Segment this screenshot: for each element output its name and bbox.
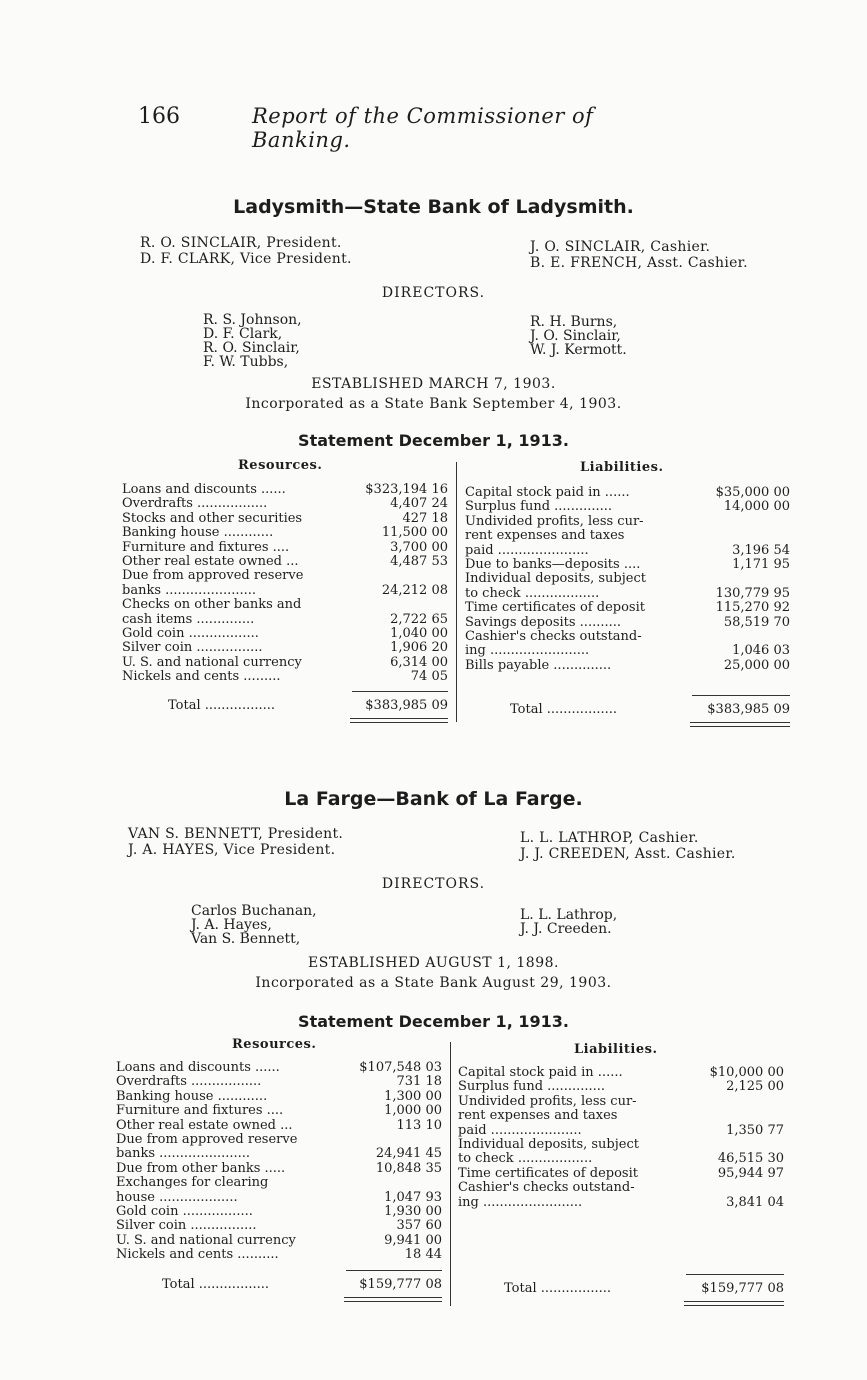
resource-row: Nickels and cents .......... 18 44 xyxy=(116,1247,442,1263)
liability-row: to check .................. 130,779 95 xyxy=(465,585,790,601)
liability-row: to check .................. 46,515 30 xyxy=(458,1151,784,1167)
liability-row: Savings deposits .......... 58,519 70 xyxy=(465,614,790,630)
resource-row: Other real estate owned ... 113 10 xyxy=(116,1117,442,1133)
resource-row: Stocks and other securities 427 18 xyxy=(122,510,448,526)
total-label: Total ................. xyxy=(510,702,618,717)
established-line: ESTABLISHED MARCH 7, 1903. xyxy=(311,376,556,392)
liability-row: Cashier's checks outstand- xyxy=(465,628,642,644)
resource-row: Overdrafts ................. 4,407 24 xyxy=(122,496,448,512)
total-double-rule xyxy=(690,722,790,727)
resources-heading: Resources. xyxy=(238,458,323,473)
resource-row: Furniture and fixtures .... 1,000 00 xyxy=(116,1103,442,1119)
resource-row: Due from other banks ..... 10,848 35 xyxy=(116,1160,442,1176)
established-line: ESTABLISHED AUGUST 1, 1898. xyxy=(308,955,559,971)
liability-row: Surplus fund .............. 14,000 00 xyxy=(465,499,790,515)
resource-row: cash items .............. 2,722 65 xyxy=(122,611,448,627)
directors-heading: DIRECTORS. xyxy=(381,285,486,301)
resource-row: house ................... 1,047 93 xyxy=(116,1189,442,1205)
total-amount: $383,985 09 xyxy=(365,698,448,713)
director: D. F. Clark, xyxy=(203,326,283,342)
director: R. H. Burns, xyxy=(530,314,618,330)
total-rule xyxy=(346,1270,442,1271)
bank-title: La Farge—Bank of La Farge. xyxy=(284,788,583,810)
liabilities-heading: Liabilities. xyxy=(574,1042,658,1057)
incorporated-line: Incorporated as a State Bank September 4, 1903. xyxy=(245,396,622,412)
officer-asst-cashier: J. J. CREEDEN, Asst. Cashier. xyxy=(520,846,736,862)
director: J. O. Sinclair, xyxy=(530,328,621,344)
liability-row: Undivided profits, less cur- xyxy=(458,1093,637,1109)
resource-row: Loans and discounts ...... $107,548 03 xyxy=(116,1060,442,1075)
liability-row: ing ........................ 1,046 03 xyxy=(465,643,790,659)
director: Carlos Buchanan, xyxy=(191,903,317,919)
statement-title: Statement December 1, 1913. xyxy=(298,431,569,450)
resource-row: Other real estate owned ... 4,487 53 xyxy=(122,553,448,569)
officer-asst-cashier: B. E. FRENCH, Asst. Cashier. xyxy=(530,255,748,271)
resource-row: Banking house ............ 11,500 00 xyxy=(122,525,448,541)
liability-row: paid ...................... 1,350 77 xyxy=(458,1122,784,1138)
total-double-rule xyxy=(684,1301,784,1306)
liability-row: Capital stock paid in ...... $35,000 00 xyxy=(465,485,790,500)
total-double-rule xyxy=(344,1297,442,1302)
liability-row: Surplus fund .............. 2,125 00 xyxy=(458,1079,784,1095)
column-divider xyxy=(456,462,457,722)
liability-row: Individual deposits, subject xyxy=(458,1136,639,1152)
column-divider xyxy=(450,1042,451,1306)
resource-row: banks ...................... 24,212 08 xyxy=(122,582,448,598)
resource-row: Silver coin ................ 1,906 20 xyxy=(122,640,448,656)
officer-cashier: L. L. LATHROP, Cashier. xyxy=(520,830,699,846)
director: R. S. Johnson, xyxy=(203,312,302,328)
liability-row: Capital stock paid in ...... $10,000 00 xyxy=(458,1065,784,1080)
total-rule xyxy=(692,695,790,696)
liabilities-heading: Liabilities. xyxy=(580,460,664,475)
director: F. W. Tubbs, xyxy=(203,354,289,370)
liability-row: rent expenses and taxes xyxy=(458,1108,618,1124)
resource-row: Banking house ............ 1,300 00 xyxy=(116,1088,442,1104)
liabilities-list xyxy=(458,1066,784,1210)
liability-row: ing ........................ 3,841 04 xyxy=(458,1194,784,1210)
director: W. J. Kermott. xyxy=(530,342,627,358)
liability-row: Time certificates of deposit 95,944 97 xyxy=(458,1165,784,1181)
liabilities-list xyxy=(465,486,790,673)
liability-row: Undivided profits, less cur- xyxy=(465,513,644,529)
resource-row: Checks on other banks and xyxy=(122,597,302,613)
resource-row: Gold coin ................. 1,930 00 xyxy=(116,1203,442,1219)
liability-row: rent expenses and taxes xyxy=(465,528,625,544)
resource-row: U. S. and national currency 6,314 00 xyxy=(122,654,448,670)
director: L. L. Lathrop, xyxy=(520,907,618,923)
resources-list xyxy=(116,1061,442,1262)
total-double-rule xyxy=(350,718,448,723)
resource-row: Silver coin ................ 357 60 xyxy=(116,1218,442,1234)
resource-row: Due from approved reserve xyxy=(122,568,304,584)
total-label: Total ................. xyxy=(162,1277,270,1292)
officer-vice-president: J. A. HAYES, Vice President. xyxy=(128,842,336,858)
liability-row: Time certificates of deposit 115,270 92 xyxy=(465,600,790,616)
page-header xyxy=(138,104,698,152)
director: J. J. Creeden. xyxy=(520,921,612,937)
total-amount: $159,777 08 xyxy=(701,1281,784,1296)
page-number: 166 xyxy=(138,104,180,129)
statement-title: Statement December 1, 1913. xyxy=(298,1012,569,1031)
liability-row: paid ...................... 3,196 54 xyxy=(465,542,790,558)
resource-row: Loans and discounts ...... $323,194 16 xyxy=(122,482,448,497)
resource-row: U. S. and national currency 9,941 00 xyxy=(116,1232,442,1248)
total-amount: $159,777 08 xyxy=(359,1277,442,1292)
total-label: Total ................. xyxy=(504,1281,612,1296)
directors-heading: DIRECTORS. xyxy=(381,876,486,892)
resource-row: Gold coin ................. 1,040 00 xyxy=(122,625,448,641)
resource-row: Due from approved reserve xyxy=(116,1131,298,1147)
director: R. O. Sinclair, xyxy=(203,340,300,356)
total-rule xyxy=(686,1274,784,1275)
total-rule xyxy=(352,691,448,692)
liability-row: Individual deposits, subject xyxy=(465,571,646,587)
resources-heading: Resources. xyxy=(232,1037,317,1052)
running-title: Report of the Commissioner of Banking. xyxy=(252,104,594,152)
total-amount: $383,985 09 xyxy=(707,702,790,717)
incorporated-line: Incorporated as a State Bank August 29, 1903. xyxy=(255,975,612,991)
resource-row: Furniture and fixtures .... 3,700 00 xyxy=(122,539,448,555)
director: Van S. Bennett, xyxy=(191,931,301,947)
officer-president: VAN S. BENNETT, President. xyxy=(128,826,344,842)
bank-title: Ladysmith—State Bank of Ladysmith. xyxy=(233,196,634,218)
resource-row: Exchanges for clearing xyxy=(116,1175,269,1191)
director: J. A. Hayes, xyxy=(191,917,272,933)
resources-list xyxy=(122,483,448,684)
total-label: Total ................. xyxy=(168,698,276,713)
officer-cashier: J. O. SINCLAIR, Cashier. xyxy=(530,239,711,255)
officer-president: R. O. SINCLAIR, President. xyxy=(140,235,342,251)
liability-row: Bills payable .............. 25,000 00 xyxy=(465,657,790,673)
officer-vice-president: D. F. CLARK, Vice President. xyxy=(140,251,352,267)
resource-row: Overdrafts ................. 731 18 xyxy=(116,1074,442,1090)
resource-row: Nickels and cents ......... 74 05 xyxy=(122,669,448,685)
resource-row: banks ...................... 24,941 45 xyxy=(116,1146,442,1162)
liability-row: Due to banks—deposits .... 1,171 95 xyxy=(465,556,790,572)
liability-row: Cashier's checks outstand- xyxy=(458,1180,635,1196)
